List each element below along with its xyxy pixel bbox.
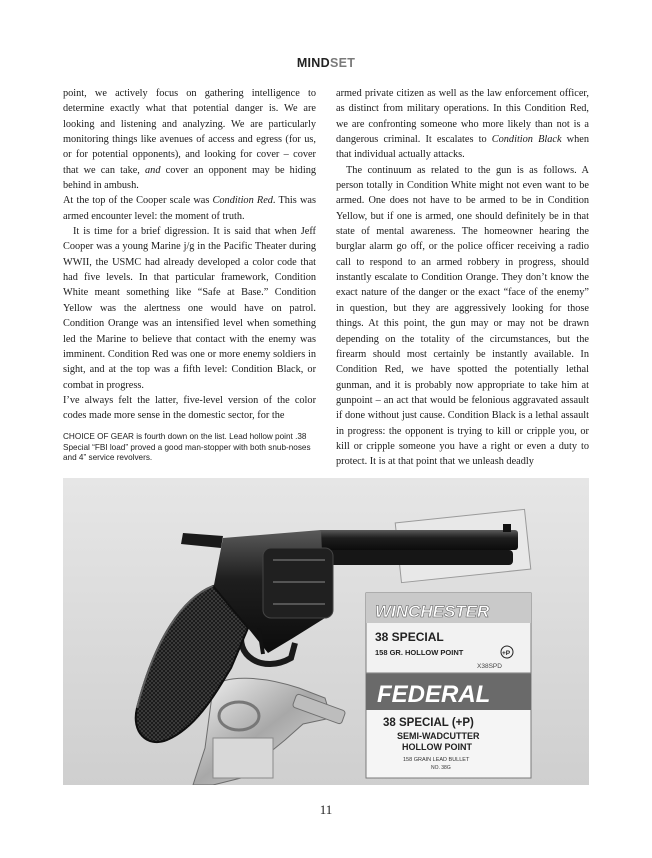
winchester-ammo-box <box>366 593 531 673</box>
federal-desc-2: HOLLOW POINT <box>402 742 472 752</box>
text-run: cover an opponent may be hiding behind in ambush. <box>63 164 316 192</box>
photo-revolver-and-ammo <box>63 478 589 785</box>
winchester-bullet-desc: 158 GR. HOLLOW POINT <box>375 648 464 657</box>
header-set: SET <box>329 56 356 70</box>
header-mind: MIND <box>296 56 330 70</box>
federal-desc-1: SEMI-WADCUTTER <box>397 731 480 741</box>
text-run: It is time for a brief digression. It is said that when Jeff Cooper was a young Marine j/g in the Pacific Theater during WWII, the USMC had already developed a color code that had five levels. In that particular framework, Condition White meant something like “Safe at Base.” Condition Yellow was the alertness one would have on patrol. Condition Orange was an intensified level when something led the Marine to believe that contact with the enemy was imminent. Condition Red was one or more enemy soldiers in sight, and at the top was a fifth level: Condition Black, or combat in progress. <box>63 226 316 391</box>
page-number: 11 <box>319 802 333 817</box>
text-run: The continuum as related to the gun is as follows. A person totally in Condition White might not even want to be armed. One does not have to be armed to be in Condition Yellow, but if one is armed, one should definitely be in that state of mental awareness. The homeowner hearing the burglar alarm go off, or the police officer receiving a radio call to respond to an armed robbery in progress, should instantly escalate to Condition Orange. They don’t know the exact nature of the danger or the exact “face of the enemy” in question, but they are aggressively looking for those things. At this point, the gun may or may not be drawn depending on the totality of the circumstances, but the firearm should most certainly be instantly available. In Condition Red, we have spotted the potentially lethal gunman, and it is probably now appropriate to take him at gunpoint – an act that would be felonious aggravated assault if done without just cause. Condition Black is a lethal assault in progress: the opponent is trying to kill or cripple you, or kill or cripple someone you have a right or even a duty to protect. It is at that point that we unleash deadly <box>336 164 589 468</box>
italic-text: Condition Red <box>212 195 273 207</box>
winchester-brand: WINCHESTER <box>375 602 490 621</box>
text-run: when that individual actually attacks. <box>336 134 589 161</box>
federal-code: NO. 38G <box>431 765 451 771</box>
photo-illustration <box>63 478 589 785</box>
photo-caption: CHOICE OF GEAR is fourth down on the list. Lead hollow point .38 Special “FBI load” proved a good man-stopper with both snub-noses and 4” service revolvers. <box>63 432 311 463</box>
italic-text: and <box>145 164 161 176</box>
winchester-code: X38SPD <box>477 663 502 670</box>
body-paragraph <box>63 86 316 193</box>
body-paragraph <box>63 193 316 224</box>
text-run: I’ve always felt the latter, five-level version of the color codes made more sense in the domestic sector, for the <box>63 394 316 422</box>
text-run: armed private citizen as well as the law enforcement officer, as distinct from military operations. In this Condition Red, we are confronting someone who more likely than not is a dangerous criminal. It escalates to <box>336 88 589 146</box>
federal-ammo-box <box>366 674 531 778</box>
body-paragraph <box>336 163 589 470</box>
text-run: . This was armed encounter level: the moment of truth. <box>63 195 316 222</box>
federal-brand: FEDERAL <box>377 681 491 708</box>
body-paragraph <box>63 393 316 424</box>
winchester-plus-p: +P <box>502 650 511 657</box>
body-paragraph <box>336 86 589 163</box>
federal-desc-3: 158 GRAIN LEAD BULLET <box>403 757 470 763</box>
running-header <box>0 56 652 70</box>
body-paragraph <box>63 224 316 393</box>
italic-text: Condition Black <box>491 134 562 146</box>
winchester-caliber: 38 SPECIAL <box>375 630 444 644</box>
left-column <box>63 86 316 424</box>
right-column <box>336 86 589 470</box>
text-run: point, we actively focus on gathering intelligence to determine exactly what that potential danger is. We are looking and listening and analyzing. We are particularly monitoring things like avenues of access and egress (for us, or for potential opponents), and looking for cover – cover that we can take, <box>63 88 316 176</box>
text-run: At the top of the Cooper scale was <box>63 195 213 207</box>
federal-caliber: 38 SPECIAL (+P) <box>383 717 474 729</box>
